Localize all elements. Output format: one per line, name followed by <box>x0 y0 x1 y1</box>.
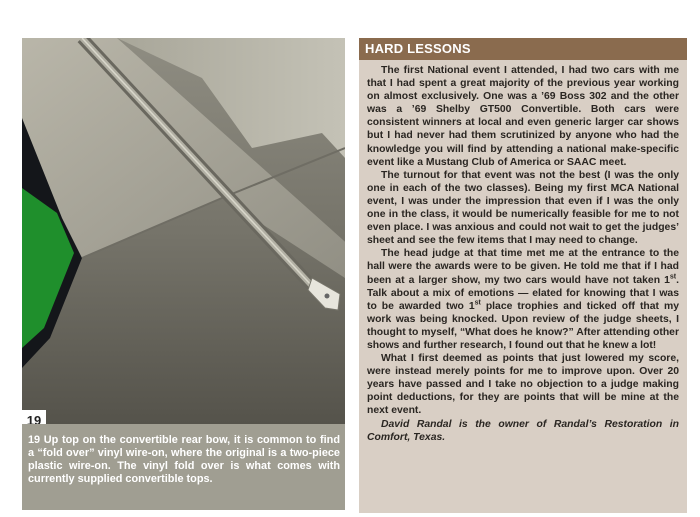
paragraph: The first National event I attended, I had two cars with me that I had spent a great majority of the previous year working on almost exclusively. One was a ’69 Boss 302 and the other was a ’69 Shelby GT500 Convertible. Both cars were consistent winners at local and even generic larger car shows but I had never had them scrutinized by anyone who had the knowledge you will find by attending a national make-specific event like a Mustang Club of America or SAAC meet. <box>367 65 679 168</box>
figure-caption: 19 Up top on the convertible rear bow, it is common to find a “fold over” vinyl wire-on, where the original is a two-piece plastic wire-on. The vinyl fold over is what comes with currently supplied convertible tops. <box>28 434 340 485</box>
paragraph-part: place trophies and ticked off that my work was being knocked. Upon review of the judge sheets, I thought to myself, “What does he know?” After attending other shows and further research, I found out that he knew a lot! <box>367 300 679 351</box>
paragraph <box>367 247 679 352</box>
paragraph: What I first deemed as points that just lowered my score, were instead merely points for me to improve upon. Over 20 years have passed and I take no objection to a judge making point deductions, for they are points that will be mine at the next event. <box>367 353 679 417</box>
figure-number: 19 <box>22 410 46 424</box>
figure-panel <box>22 38 345 510</box>
convertible-top-photo <box>22 38 345 424</box>
sidebar-body <box>359 60 687 444</box>
sidebar-title: HARD LESSONS <box>359 38 687 60</box>
photo-illustration <box>22 38 345 424</box>
paragraph-part: . Talk about a mix of emotions — elated for knowing that I was to be awarded two 1 <box>367 274 679 312</box>
paragraph: The turnout for that event was not the best (I was the only one in each of the two classes). Being my first MCA National event, I was under the impression that even if I was the only one in the class, it would be numerically feasible for me to not even place. I was anxious and could not wait to get the judges’ sheet and see the few items that I may need to change. <box>367 169 679 247</box>
ordinal-suffix: st <box>474 299 481 307</box>
ordinal-suffix: st <box>669 273 677 281</box>
author-byline: David Randal is the owner of Randal’s Restoration in Comfort, Texas. <box>367 418 679 443</box>
hard-lessons-sidebar <box>359 38 687 513</box>
paragraph-part: The head judge at that time met me at the entrance to the hall were the awards were to be given. He told me that if I had been at a larger show, my two cars would have not taken 1 <box>367 248 679 286</box>
